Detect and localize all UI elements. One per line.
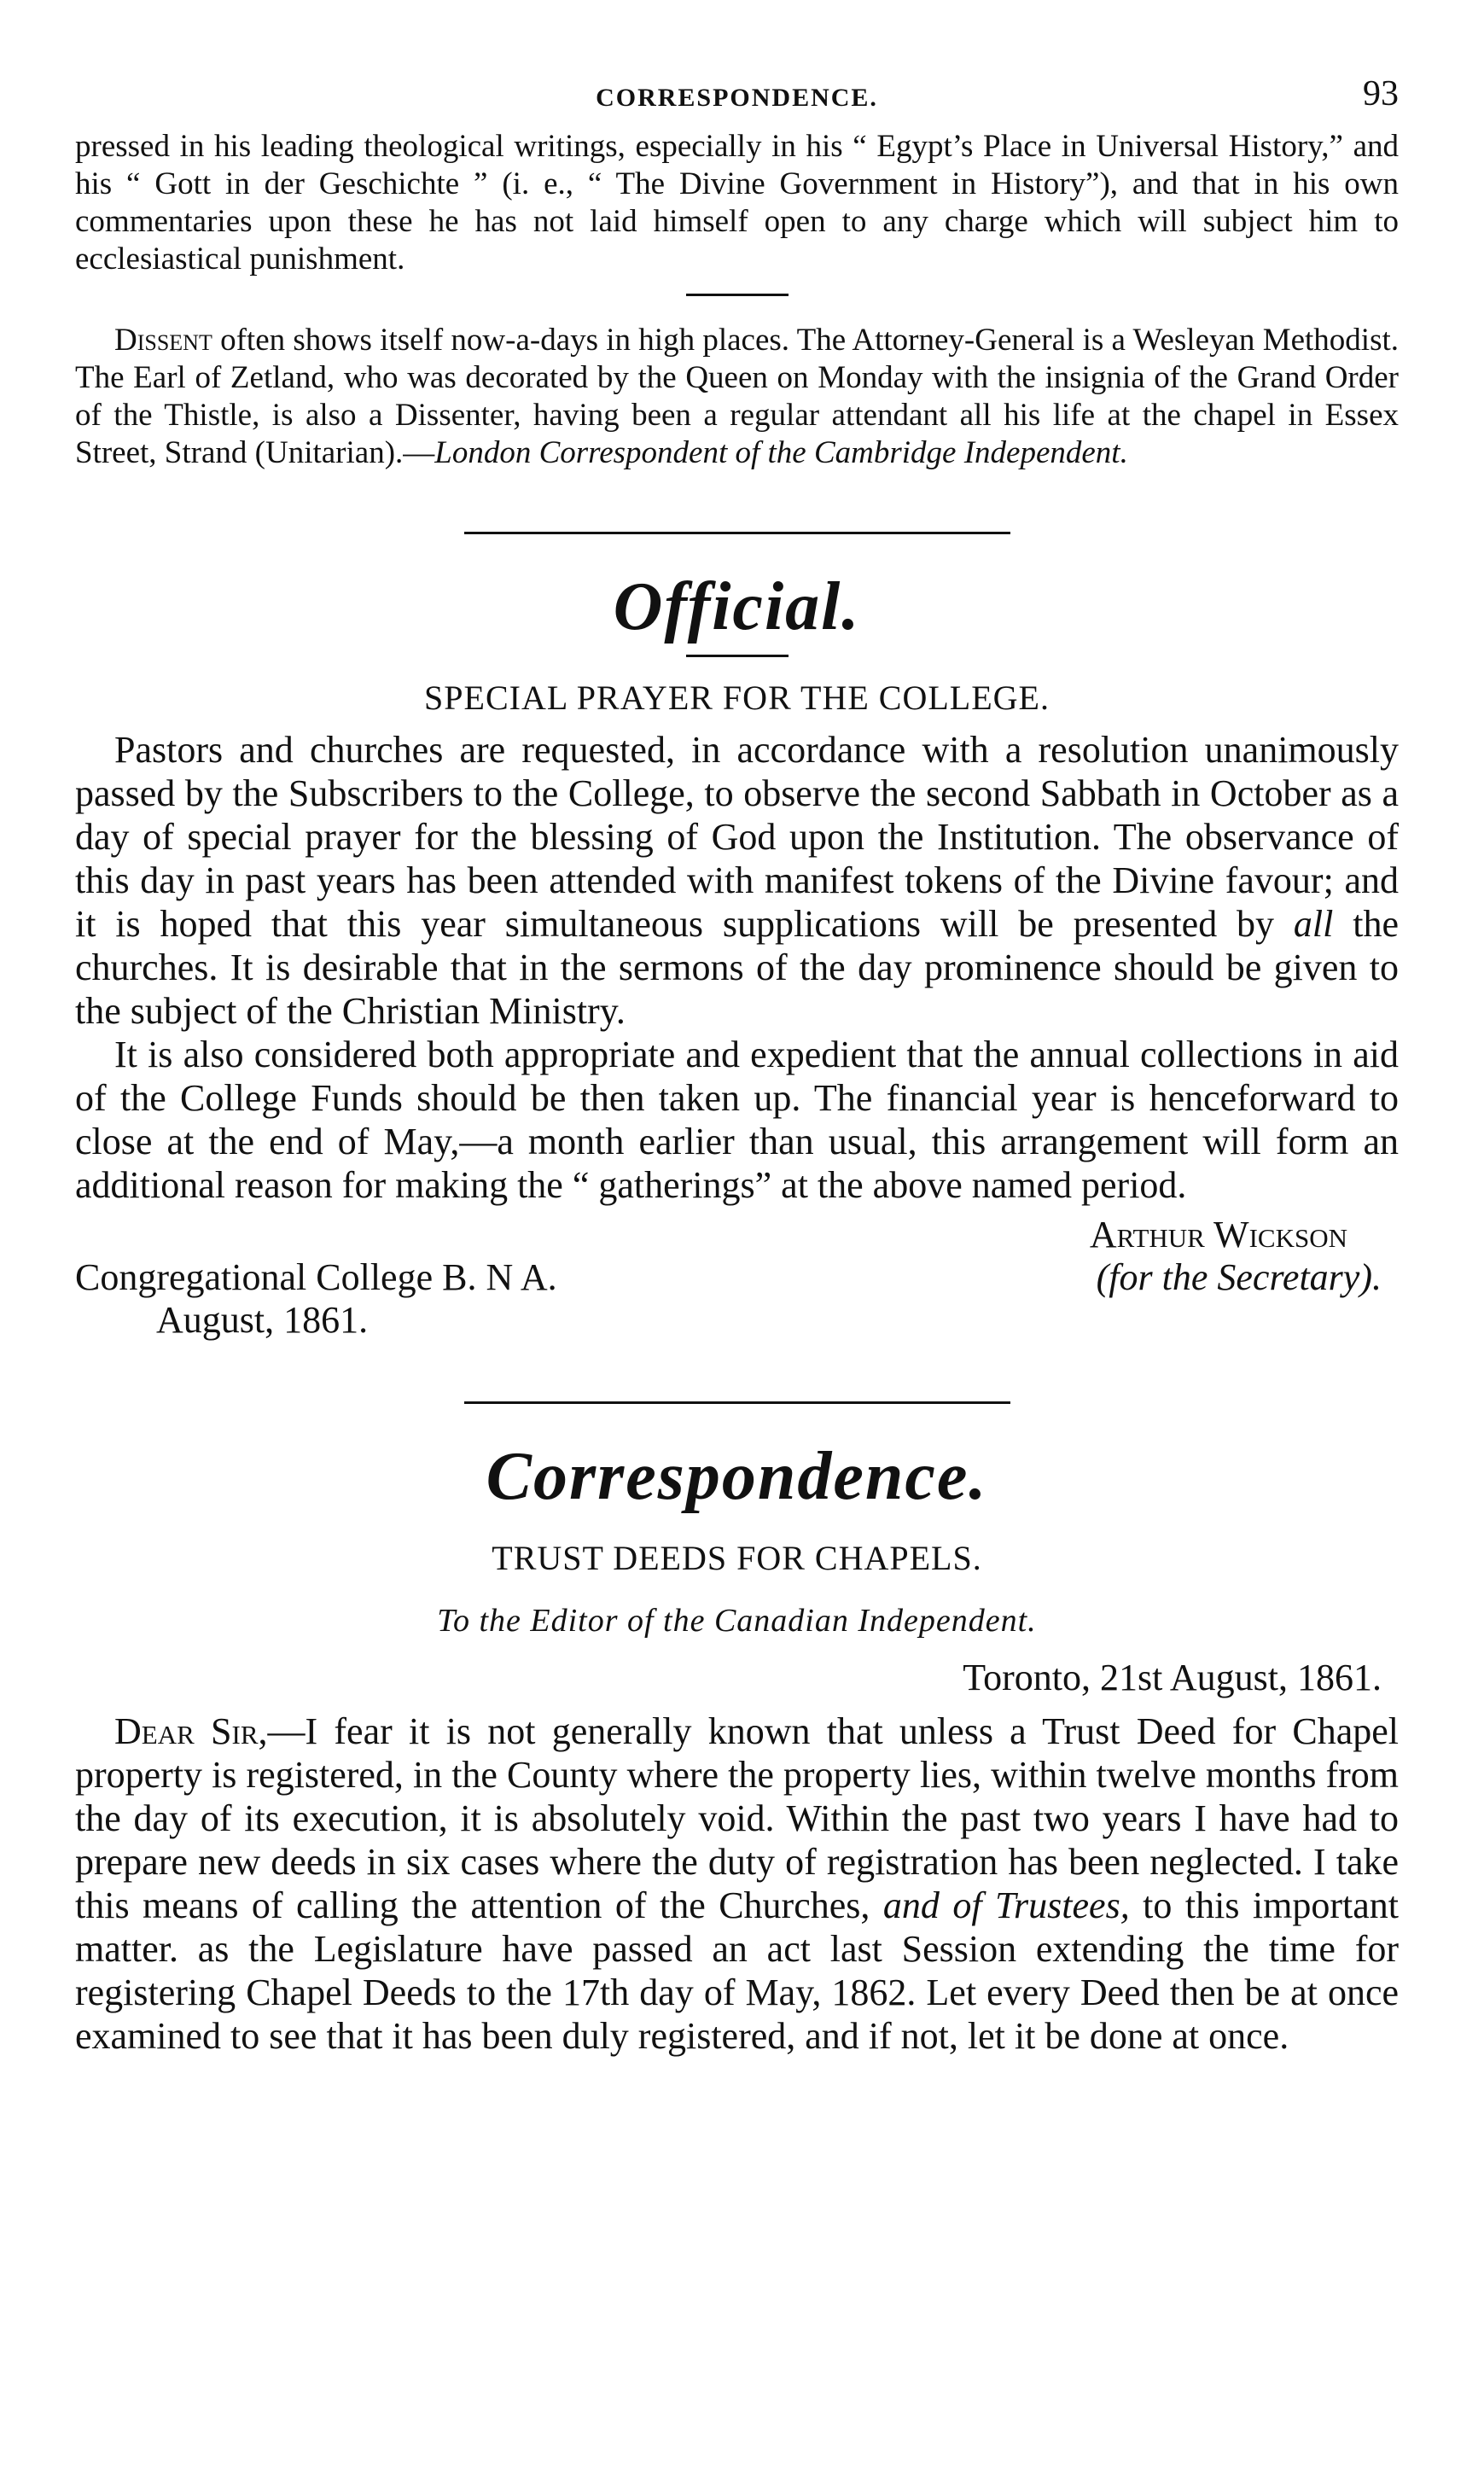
place-row [75, 1256, 1399, 1299]
signature-row [75, 1214, 1399, 1256]
running-title: CORRESPONDENCE. [596, 84, 878, 112]
dateline-row [75, 1657, 1399, 1699]
salutation: Dear Sir, [114, 1710, 268, 1752]
correspondence-body-a: —I fear it is not generally known that unless a Trust Deed for Chapel property is registered, in the County where the property lies, within twelve months from the day of its execution, it is absolutely void. Within the past two years I have had to prepare new deeds in six cases where the duty of registration has been neglected. I take this means of calling the attention of the Churches, [75, 1710, 1399, 1926]
correspondence-body-b: to this important matter. as the Legislature have passed an act last Session extending the time for registering Chapel Deeds to the 17th day of May, 1862. Let every Deed then be at once examined to see that it has been duly registered, and if not, let it be done at once. [75, 1884, 1399, 2057]
date-row [75, 1299, 1399, 1342]
page-number: 93 [1363, 74, 1399, 114]
addressee: To the Editor of the Canadian Independent. [437, 1603, 1037, 1639]
official-para1-em: all [1293, 903, 1334, 945]
correspondence-body-em: and of Trustees, [882, 1884, 1130, 1926]
official-paragraph-2: It is also considered both appropriate and expedient that the annual collections in aid of the College Funds should be then taken up. The financial year is henceforward to close at the end of May,—a month earlier than usual, this arrangement will form an additional reason for making the “ gatherings” at the above named period. [75, 1034, 1399, 1206]
correspondence-heading: Correspondence. [486, 1439, 988, 1514]
dissent-paragraph [75, 322, 1399, 472]
signer-name: Arthur Wickson [1089, 1214, 1347, 1255]
correspondence-paragraph [75, 1709, 1399, 2058]
correspondence-title: TRUST DEEDS FOR CHAPELS. [492, 1539, 982, 1577]
running-head [75, 68, 1399, 128]
continuation-paragraph: pressed in his leading theological writings, especially in his “ Egypt’s Place in Universal History,” and his “ Gott in der Geschichte ” (i. e., “ The Divine Government in History”), and that in his own commentaries upon these he has not laid himself open to any charge which will subject him to ecclesiastical punishment. [75, 129, 1399, 277]
official-para1-a: Pastors and churches are requested, in accordance with a resolution unanimously passed by the Subscribers to the College, to observe the second Sabbath in October as a day of special prayer for the blessing of God upon the Institution. The observance of this day in past years has been attended with manifest tokens of the Divine favour; and it is hoped that this year simultaneous supplications will be presented by [75, 729, 1399, 945]
dissent-source: London Correspondent of the Cambridge Independent. [434, 435, 1128, 470]
dissent-text: often shows itself now-a-days in high places. The Attorney-General is a Wesleyan Methodist. The Earl of Zetland, who was decorated by the Queen on Monday with the insignia of the Grand Order of the Thistle, is also a Dissenter, having been a regular attendant all his life at the chapel in Essex Street, Strand (Unitarian).— [75, 323, 1399, 470]
divider [686, 655, 789, 657]
divider [686, 294, 789, 296]
official-paragraph-1 [75, 728, 1399, 1033]
official-para1-b: the churches. It is desirable that in the sermons of the day prominence should be given to the subject of the Christian Ministry. [75, 903, 1399, 1032]
dateline: Toronto, 21st August, 1861. [963, 1657, 1382, 1698]
dissent-lead-word: Dissent [114, 323, 212, 358]
official-heading: Official. [613, 569, 861, 644]
official-date: August, 1861. [156, 1299, 369, 1341]
college-place: Congregational College B. N A. [75, 1256, 557, 1298]
signer-role: (for the Secretary). [1096, 1256, 1382, 1298]
official-title: SPECIAL PRAYER FOR THE COLLEGE. [424, 679, 1050, 717]
